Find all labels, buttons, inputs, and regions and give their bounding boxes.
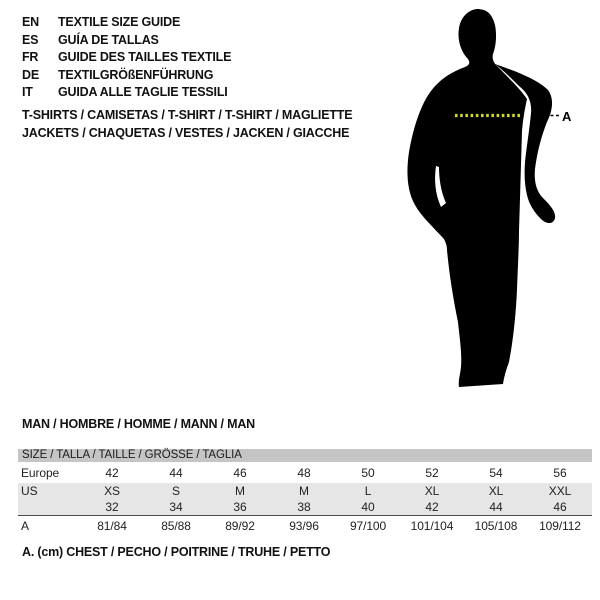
cell: M	[299, 484, 309, 498]
language-code: FR	[22, 50, 39, 65]
language-list	[22, 14, 231, 102]
body-silhouette	[407, 9, 527, 387]
row-label: Europe	[21, 465, 60, 480]
language-code: ES	[22, 32, 39, 47]
cell: L	[364, 484, 372, 498]
cell: XL	[424, 484, 440, 498]
language-title: TEXTILGRÖßENFÜHRUNG	[58, 67, 214, 82]
size-table	[18, 449, 592, 535]
category-titles	[22, 106, 352, 142]
language-code: IT	[22, 85, 33, 100]
cell: XS	[104, 484, 120, 498]
language-title: TEXTILE SIZE GUIDE	[58, 15, 181, 29]
cell: 81/84	[97, 518, 127, 533]
cell: 50	[361, 465, 375, 480]
cell: 52	[425, 465, 439, 480]
category-line-jackets: JACKETS / CHAQUETAS / VESTES / JACKEN / GIACCHE	[22, 126, 350, 140]
cell: 85/88	[161, 518, 191, 533]
measurement-legend: A. (cm) CHEST / PECHO / POITRINE / TRUHE / PETTO	[22, 545, 331, 559]
language-row	[22, 32, 231, 50]
language-title: GUIDA ALLE TAGLIE TESSILI	[58, 85, 228, 100]
table-row-us	[18, 483, 592, 499]
size-table-header: SIZE / TALLA / TAILLE / GRÖSSE / TAGLIA	[18, 449, 592, 462]
cell: 42	[105, 465, 119, 480]
cell: 46	[233, 465, 247, 480]
table-row-europe	[18, 462, 592, 483]
cell: 40	[361, 500, 375, 514]
row-label: US	[21, 484, 38, 498]
section-title-man: MAN / HOMBRE / HOMME / MANN / MAN	[22, 417, 255, 431]
cell: 38	[297, 500, 311, 514]
cell: 97/100	[349, 518, 387, 533]
language-row	[22, 14, 231, 32]
cell: 36	[233, 500, 247, 514]
row-label: A	[21, 518, 29, 533]
cell: 105/108	[474, 518, 518, 533]
cell: 32	[105, 500, 119, 514]
table-row-numeric	[18, 499, 592, 515]
cell: 48	[297, 465, 311, 480]
cell: 89/92	[225, 518, 255, 533]
cell: 54	[489, 465, 503, 480]
language-code: DE	[22, 67, 39, 82]
table-row-chest-a	[18, 515, 592, 535]
language-row	[22, 67, 231, 85]
cell: 44	[169, 465, 183, 480]
cell: 46	[553, 500, 567, 514]
language-row	[22, 49, 231, 67]
measure-label-a: A	[562, 109, 572, 124]
language-code: EN	[22, 15, 39, 29]
cell: 42	[425, 500, 439, 514]
category-line-tshirts: T-SHIRTS / CAMISETAS / T-SHIRT / T-SHIRT / MAGLIETTE	[22, 108, 353, 122]
cell: 34	[169, 500, 183, 514]
man-silhouette	[400, 0, 590, 400]
cell: XL	[488, 484, 504, 498]
cell: 44	[489, 500, 503, 514]
cell: 93/96	[289, 518, 319, 533]
cell: XXL	[548, 484, 572, 498]
cell: M	[235, 484, 245, 498]
cell: 109/112	[539, 518, 581, 533]
cell: 56	[553, 465, 567, 480]
cell: 101/104	[410, 518, 454, 533]
language-title: GUIDE DES TAILLES TEXTILE	[58, 50, 232, 65]
cell: S	[172, 484, 180, 498]
language-row	[22, 84, 231, 102]
language-title: GUÍA DE TALLAS	[58, 32, 159, 47]
